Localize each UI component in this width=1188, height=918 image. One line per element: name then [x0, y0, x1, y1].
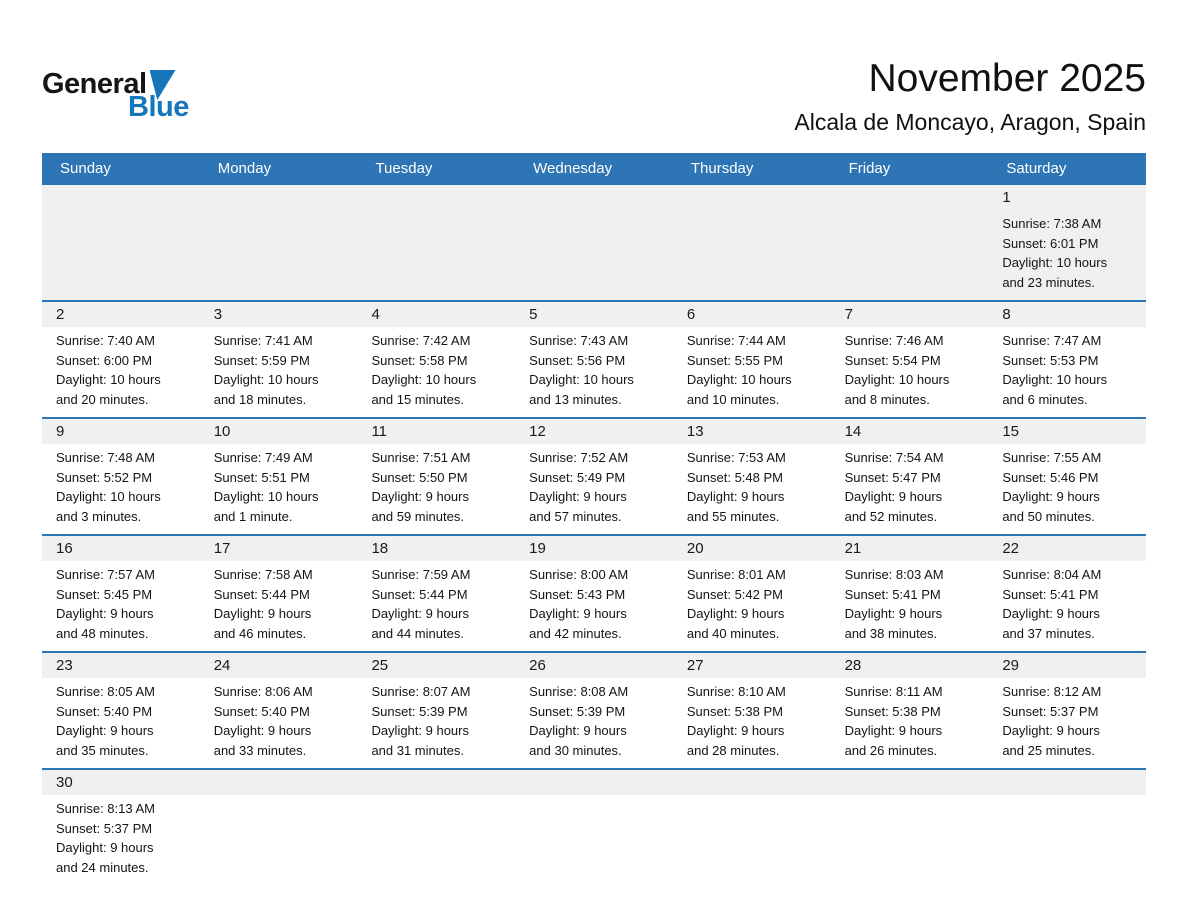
day-info	[515, 561, 673, 651]
day-info-line: Sunset: 5:52 PM	[56, 469, 153, 485]
day-info	[673, 327, 831, 417]
day-info-line: and 52 minutes.	[844, 508, 938, 524]
weekday-wednesday: Wednesday	[533, 160, 613, 177]
week-row	[42, 417, 1146, 534]
day-info-line: and 28 minutes.	[686, 742, 780, 758]
day-info-line: Sunset: 6:01 PM	[1002, 235, 1099, 251]
day-info-line: Daylight: 9 hours	[371, 723, 469, 738]
empty-cell	[515, 185, 673, 300]
empty-cell	[357, 185, 515, 300]
day-info-line: and 13 minutes.	[529, 391, 622, 407]
day-number: 12	[515, 419, 673, 444]
day-info-line: Daylight: 10 hours	[371, 372, 477, 387]
empty-cell	[988, 770, 1146, 885]
logo-text-blue: Blue	[128, 91, 189, 123]
day-info-line: Daylight: 9 hours	[844, 606, 943, 621]
day-info	[42, 561, 200, 651]
day-info-line: and 30 minutes.	[529, 742, 622, 758]
day-info-line: Sunset: 5:39 PM	[529, 703, 626, 719]
day-info	[988, 210, 1146, 300]
day-info-line: Daylight: 9 hours	[1002, 606, 1100, 621]
day-cell	[988, 419, 1146, 534]
day-cell	[988, 302, 1146, 417]
day-info	[42, 327, 200, 417]
day-info-line: Daylight: 9 hours	[686, 723, 785, 738]
day-info-line: Sunrise: 7:54 AM	[844, 450, 944, 465]
day-info-line: Sunset: 5:50 PM	[371, 469, 468, 485]
day-info-line: Sunset: 5:41 PM	[1002, 586, 1099, 602]
day-info-line: Sunrise: 7:58 AM	[213, 567, 313, 582]
day-number: 26	[515, 653, 673, 678]
day-cell	[515, 419, 673, 534]
day-info-line: Sunset: 5:41 PM	[844, 586, 941, 602]
day-info	[673, 444, 831, 534]
day-cell	[515, 536, 673, 651]
page-header	[42, 0, 1146, 136]
day-cell	[673, 653, 831, 768]
day-info-line: Sunrise: 7:41 AM	[213, 333, 313, 348]
day-number: 11	[357, 419, 515, 444]
day-info	[515, 327, 673, 417]
calendar-grid	[42, 185, 1146, 885]
day-info-line: Sunset: 5:43 PM	[529, 586, 626, 602]
day-info	[357, 678, 515, 768]
day-info-line: Sunset: 5:56 PM	[529, 352, 626, 368]
day-info-line: Daylight: 9 hours	[1002, 489, 1100, 504]
day-info-line: Sunrise: 8:03 AM	[844, 567, 944, 582]
day-info-line: Sunrise: 8:00 AM	[529, 567, 629, 582]
day-number: 21	[831, 536, 989, 561]
empty-number-strip	[357, 185, 515, 210]
day-number: 30	[42, 770, 200, 795]
day-number: 3	[200, 302, 358, 327]
day-info-line: Daylight: 9 hours	[371, 489, 469, 504]
day-info-line: Daylight: 9 hours	[1002, 723, 1100, 738]
day-info-line: Sunrise: 7:59 AM	[371, 567, 471, 582]
day-info-line: Daylight: 9 hours	[213, 606, 312, 621]
day-info-line: Sunset: 5:40 PM	[56, 703, 153, 719]
day-info-line: Sunset: 5:47 PM	[844, 469, 941, 485]
weekday-tuesday: Tuesday	[375, 160, 433, 177]
day-info-line: Sunrise: 8:10 AM	[686, 684, 786, 699]
day-cell	[831, 302, 989, 417]
day-info-line: Sunrise: 7:53 AM	[686, 450, 786, 465]
day-info	[200, 561, 358, 651]
day-number: 6	[673, 302, 831, 327]
day-info	[831, 561, 989, 651]
page-title: November 2025	[868, 57, 1146, 100]
day-info-line: Sunset: 5:58 PM	[371, 352, 468, 368]
day-info-line: Daylight: 9 hours	[686, 489, 785, 504]
day-info	[673, 678, 831, 768]
day-number: 8	[988, 302, 1146, 327]
day-info-line: Sunset: 5:42 PM	[686, 586, 783, 602]
day-info-line: and 44 minutes.	[371, 625, 464, 641]
week-row	[42, 300, 1146, 417]
day-info	[200, 444, 358, 534]
empty-number-strip	[831, 770, 989, 795]
day-cell	[200, 419, 358, 534]
day-info-line: Sunset: 5:51 PM	[213, 469, 310, 485]
day-info-line: and 37 minutes.	[1002, 625, 1095, 641]
day-info-line: and 10 minutes.	[686, 391, 780, 407]
day-info	[515, 678, 673, 768]
day-cell	[357, 302, 515, 417]
day-info-line: Sunrise: 7:57 AM	[56, 567, 155, 582]
day-number: 9	[42, 419, 200, 444]
day-info-line: Sunrise: 7:48 AM	[56, 450, 155, 465]
day-number: 4	[357, 302, 515, 327]
day-info	[831, 444, 989, 534]
day-info-line: and 48 minutes.	[56, 625, 149, 641]
day-info-line: Daylight: 10 hours	[56, 489, 161, 504]
day-info-line: Sunset: 5:45 PM	[56, 586, 153, 602]
empty-number-strip	[988, 770, 1146, 795]
day-info	[988, 444, 1146, 534]
day-info-line: Sunrise: 8:11 AM	[844, 684, 943, 699]
day-info-line: Sunrise: 8:07 AM	[371, 684, 471, 699]
day-cell	[988, 185, 1146, 300]
day-info-line: Daylight: 9 hours	[213, 723, 312, 738]
general-blue-logo	[42, 56, 189, 124]
day-info-line: Daylight: 9 hours	[844, 489, 943, 504]
day-info	[42, 444, 200, 534]
day-info-line: and 38 minutes.	[844, 625, 938, 641]
day-info-line: Sunset: 5:59 PM	[213, 352, 310, 368]
day-info-line: Daylight: 9 hours	[56, 723, 154, 738]
day-info	[357, 444, 515, 534]
day-cell	[831, 419, 989, 534]
day-number: 5	[515, 302, 673, 327]
day-cell	[988, 653, 1146, 768]
day-number: 7	[831, 302, 989, 327]
day-number: 2	[42, 302, 200, 327]
day-number: 28	[831, 653, 989, 678]
day-info-line: Daylight: 10 hours	[1002, 372, 1108, 387]
day-info-line: and 50 minutes.	[1002, 508, 1095, 524]
day-info-line: Sunset: 5:38 PM	[844, 703, 941, 719]
empty-cell	[42, 185, 200, 300]
day-info-line: Daylight: 9 hours	[56, 606, 154, 621]
day-number: 19	[515, 536, 673, 561]
day-info-line: Sunset: 5:39 PM	[371, 703, 468, 719]
day-cell	[200, 653, 358, 768]
day-number: 22	[988, 536, 1146, 561]
day-info-line: Sunrise: 7:47 AM	[1002, 333, 1102, 348]
day-info-line: Sunset: 5:49 PM	[529, 469, 626, 485]
empty-number-strip	[515, 185, 673, 210]
logo-text-general: General	[42, 68, 147, 100]
day-info-line: Sunset: 5:54 PM	[844, 352, 941, 368]
weekday-thursday: Thursday	[690, 160, 754, 177]
day-cell	[42, 419, 200, 534]
day-info-line: and 8 minutes.	[844, 391, 930, 407]
day-number: 1	[988, 185, 1146, 210]
day-info-line: and 25 minutes.	[1002, 742, 1095, 758]
day-cell	[357, 536, 515, 651]
day-info-line: Sunrise: 7:43 AM	[529, 333, 629, 348]
day-cell	[42, 536, 200, 651]
week-row	[42, 651, 1146, 768]
day-info	[988, 327, 1146, 417]
day-info-line: and 6 minutes.	[1002, 391, 1088, 407]
day-cell	[357, 653, 515, 768]
day-info-line: and 3 minutes.	[56, 508, 142, 524]
day-info-line: Sunset: 5:40 PM	[213, 703, 310, 719]
day-info-line: and 40 minutes.	[686, 625, 780, 641]
day-info-line: and 35 minutes.	[56, 742, 149, 758]
day-info	[42, 795, 200, 885]
day-number: 23	[42, 653, 200, 678]
day-info-line: Daylight: 10 hours	[686, 372, 792, 387]
day-info-line: Sunrise: 8:04 AM	[1002, 567, 1102, 582]
day-number: 24	[200, 653, 358, 678]
title-block	[794, 56, 1146, 136]
day-cell	[515, 302, 673, 417]
weekday-monday: Monday	[217, 160, 272, 177]
day-info-line: Sunset: 5:37 PM	[56, 820, 153, 836]
day-number: 29	[988, 653, 1146, 678]
day-info-line: Daylight: 9 hours	[529, 723, 627, 738]
day-info-line: and 55 minutes.	[686, 508, 780, 524]
day-number: 18	[357, 536, 515, 561]
weekday-row	[42, 153, 1146, 185]
weekday-friday: Friday	[848, 160, 891, 177]
weekday-sunday: Sunday	[60, 160, 111, 177]
day-number: 13	[673, 419, 831, 444]
empty-cell	[200, 770, 358, 885]
day-info-line: Daylight: 10 hours	[844, 372, 950, 387]
empty-cell	[357, 770, 515, 885]
empty-number-strip	[200, 770, 358, 795]
empty-cell	[831, 185, 989, 300]
day-cell	[673, 419, 831, 534]
day-info-line: Daylight: 9 hours	[529, 489, 627, 504]
day-info-line: Sunrise: 7:38 AM	[1002, 216, 1102, 231]
day-info-line: and 31 minutes.	[371, 742, 464, 758]
day-info-line: and 59 minutes.	[371, 508, 464, 524]
day-info-line: Daylight: 9 hours	[844, 723, 943, 738]
day-info	[200, 678, 358, 768]
day-info	[357, 561, 515, 651]
empty-number-strip	[831, 185, 989, 210]
day-info-line: Sunrise: 7:51 AM	[371, 450, 471, 465]
day-info-line: Sunrise: 8:05 AM	[56, 684, 155, 699]
day-info-line: Sunset: 5:38 PM	[686, 703, 783, 719]
day-cell	[673, 536, 831, 651]
week-row	[42, 185, 1146, 300]
day-info-line: Sunrise: 7:52 AM	[529, 450, 629, 465]
day-info	[42, 678, 200, 768]
day-info-line: Sunrise: 8:13 AM	[56, 801, 155, 816]
empty-number-strip	[200, 185, 358, 210]
day-cell	[42, 653, 200, 768]
day-info	[988, 561, 1146, 651]
day-info-line: Sunset: 5:44 PM	[371, 586, 468, 602]
day-info-line: Sunrise: 8:08 AM	[529, 684, 629, 699]
day-info-line: Sunrise: 7:40 AM	[56, 333, 155, 348]
empty-cell	[515, 770, 673, 885]
day-info-line: Sunrise: 8:01 AM	[686, 567, 786, 582]
day-info-line: and 20 minutes.	[56, 391, 149, 407]
empty-number-strip	[673, 185, 831, 210]
day-info-line: and 1 minute.	[213, 508, 293, 524]
day-info-line: Sunrise: 7:46 AM	[844, 333, 944, 348]
day-info-line: Daylight: 9 hours	[529, 606, 627, 621]
empty-cell	[831, 770, 989, 885]
day-info-line: and 46 minutes.	[213, 625, 307, 641]
day-info-line: Daylight: 9 hours	[371, 606, 469, 621]
day-number: 14	[831, 419, 989, 444]
page-subtitle: Alcala de Moncayo, Aragon, Spain	[794, 109, 1146, 135]
day-cell	[515, 653, 673, 768]
day-cell	[42, 302, 200, 417]
empty-cell	[200, 185, 358, 300]
day-info	[831, 327, 989, 417]
day-info-line: Sunrise: 7:49 AM	[213, 450, 313, 465]
day-info	[357, 327, 515, 417]
day-info-line: Daylight: 10 hours	[213, 372, 319, 387]
day-number: 10	[200, 419, 358, 444]
day-info-line: Daylight: 10 hours	[56, 372, 161, 387]
day-info-line: Daylight: 9 hours	[56, 840, 154, 855]
day-cell	[831, 653, 989, 768]
day-number: 20	[673, 536, 831, 561]
empty-number-strip	[357, 770, 515, 795]
empty-cell	[673, 185, 831, 300]
day-cell	[673, 302, 831, 417]
day-info-line: Daylight: 10 hours	[213, 489, 319, 504]
day-info-line: and 24 minutes.	[56, 859, 149, 875]
day-info-line: Sunrise: 8:06 AM	[213, 684, 313, 699]
day-info	[673, 561, 831, 651]
day-info-line: Sunset: 5:44 PM	[213, 586, 310, 602]
empty-number-strip	[673, 770, 831, 795]
day-info-line: Sunset: 5:46 PM	[1002, 469, 1099, 485]
day-info-line: and 26 minutes.	[844, 742, 938, 758]
day-info-line: Sunset: 5:53 PM	[1002, 352, 1099, 368]
empty-number-strip	[515, 770, 673, 795]
day-info-line: and 23 minutes.	[1002, 274, 1095, 290]
day-info	[515, 444, 673, 534]
day-info-line: Sunset: 5:55 PM	[686, 352, 783, 368]
day-info-line: Daylight: 9 hours	[686, 606, 785, 621]
day-info-line: Sunrise: 7:44 AM	[686, 333, 786, 348]
day-info-line: and 15 minutes.	[371, 391, 464, 407]
empty-number-strip	[42, 185, 200, 210]
week-row	[42, 534, 1146, 651]
day-info	[200, 327, 358, 417]
weekday-saturday: Saturday	[1006, 160, 1067, 177]
day-info-line: Sunset: 5:48 PM	[686, 469, 783, 485]
day-info-line: and 18 minutes.	[213, 391, 307, 407]
empty-cell	[673, 770, 831, 885]
day-info-line: Sunrise: 8:12 AM	[1002, 684, 1102, 699]
day-info	[988, 678, 1146, 768]
day-info-line: Sunset: 5:37 PM	[1002, 703, 1099, 719]
day-info-line: Sunrise: 7:42 AM	[371, 333, 471, 348]
day-info-line: Daylight: 10 hours	[529, 372, 634, 387]
week-row	[42, 768, 1146, 885]
day-cell	[988, 536, 1146, 651]
day-cell	[831, 536, 989, 651]
day-info	[831, 678, 989, 768]
day-number: 17	[200, 536, 358, 561]
day-cell	[357, 419, 515, 534]
calendar	[42, 153, 1146, 885]
day-info-line: Daylight: 10 hours	[1002, 255, 1108, 270]
day-number: 25	[357, 653, 515, 678]
day-cell	[42, 770, 200, 885]
day-number: 15	[988, 419, 1146, 444]
day-info-line: and 57 minutes.	[529, 508, 622, 524]
day-cell	[200, 536, 358, 651]
day-cell	[200, 302, 358, 417]
day-info-line: and 42 minutes.	[529, 625, 622, 641]
day-info-line: Sunset: 6:00 PM	[56, 352, 153, 368]
day-info-line: and 33 minutes.	[213, 742, 307, 758]
day-info-line: Sunrise: 7:55 AM	[1002, 450, 1102, 465]
day-number: 27	[673, 653, 831, 678]
day-number: 16	[42, 536, 200, 561]
